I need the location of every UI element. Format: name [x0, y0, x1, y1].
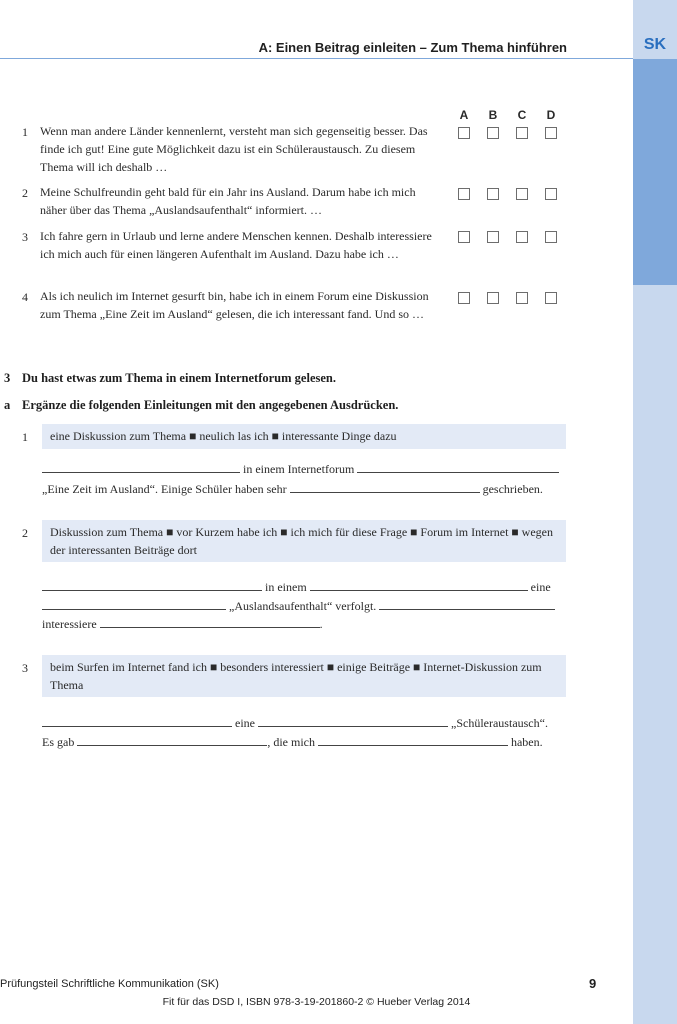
gap-line [42, 614, 323, 633]
blank-field[interactable] [42, 713, 232, 727]
gap-line [42, 732, 543, 751]
blank-field[interactable] [42, 596, 226, 610]
gap-text: geschrieben. [479, 482, 543, 496]
blank-field[interactable] [42, 577, 262, 591]
gap-text: . [319, 617, 323, 631]
statement-text: Als ich neulich im Internet gesurft bin, habe ich in einem Forum eine Diskussion zum Thema „Eine Zeit im Ausland“ gelesen, die ich interessant fand. Und so … [40, 289, 429, 321]
gap-line [42, 577, 551, 596]
section-tag: SK [643, 36, 667, 53]
gap-text: , die mich [267, 735, 318, 749]
checkbox-2-c[interactable] [516, 188, 528, 200]
footer-isbn: Fit für das DSD I, ISBN 978-3-19-201860-2 © Hueber Verlag 2014 [162, 996, 471, 1008]
exercise-number: 1 [22, 430, 28, 444]
checkbox-4-d[interactable] [545, 292, 557, 304]
task-heading: Du hast etwas zum Thema in einem Internetforum gelesen. [22, 371, 336, 385]
gap-line [42, 479, 543, 498]
checkbox-1-d[interactable] [545, 127, 557, 139]
statement-text: Ich fahre gern in Urlaub und lerne andere Menschen kennen. Deshalb interessiere ich mich auch für einen längeren Aufenthalt im Ausland. Dazu habe ich … [40, 229, 432, 261]
phrase-box: eine Diskussion zum Thema ■ neulich las ich ■ interessante Dinge dazu [42, 424, 566, 449]
blank-field[interactable] [379, 596, 555, 610]
gap-text: Es gab [42, 735, 78, 749]
header-rule [0, 58, 633, 59]
statement-number: 3 [22, 230, 28, 244]
phrase-box: Diskussion zum Thema ■ vor Kurzem habe ich ■ ich mich für diese Frage ■ Forum im Internet ■ wegen der interessanten Beiträge dort [42, 520, 566, 562]
blank-field[interactable] [318, 732, 508, 746]
gap-text: eine [232, 716, 258, 730]
subtask-letter: a [4, 398, 11, 412]
side-strip-highlight [633, 59, 677, 285]
statement-text: Meine Schulfreundin geht bald für ein Jahr ins Ausland. Darum habe ich mich näher über das Thema „Auslandsaufenthalt“ informiert. … [40, 185, 416, 217]
checkbox-4-a[interactable] [458, 292, 470, 304]
column-letter-d: D [546, 108, 556, 122]
gap-text: in einem [262, 580, 310, 594]
gap-line [42, 713, 548, 732]
column-letter-c: C [517, 108, 527, 122]
checkbox-3-d[interactable] [545, 231, 557, 243]
gap-line [42, 596, 555, 615]
gap-text: „Schüleraustausch“. [448, 716, 548, 730]
checkbox-3-b[interactable] [487, 231, 499, 243]
gap-text: „Eine Zeit im Ausland“. Einige Schüler haben sehr [42, 482, 290, 496]
column-letter-b: B [488, 108, 498, 122]
page-number: 9 [589, 976, 597, 991]
checkbox-3-a[interactable] [458, 231, 470, 243]
blank-field[interactable] [357, 459, 559, 473]
checkbox-1-c[interactable] [516, 127, 528, 139]
blank-field[interactable] [258, 713, 448, 727]
statement-number: 1 [22, 125, 28, 139]
phrase-box: beim Surfen im Internet fand ich ■ besonders interessiert ■ einige Beiträge ■ Internet-Diskussion zum Thema [42, 655, 566, 697]
column-letter-a: A [459, 108, 469, 122]
statement-number: 4 [22, 290, 28, 304]
checkbox-2-d[interactable] [545, 188, 557, 200]
blank-field[interactable] [77, 732, 267, 746]
checkbox-4-b[interactable] [487, 292, 499, 304]
gap-text: interessiere [42, 617, 100, 631]
blank-field[interactable] [310, 577, 528, 591]
gap-text: haben. [507, 735, 543, 749]
page-title: A: Einen Beitrag einleiten – Zum Thema hinführen [258, 40, 567, 55]
checkbox-3-c[interactable] [516, 231, 528, 243]
checkbox-2-b[interactable] [487, 188, 499, 200]
gap-line [42, 459, 559, 478]
gap-text: in einem Internetforum [240, 462, 358, 476]
blank-field[interactable] [42, 459, 240, 473]
statement-text: Wenn man andere Länder kennenlernt, versteht man sich gegenseitig besser. Das finde ich gut! Eine gute Möglichkeit dazu ist ein Schüleraustausch. Zu diesem Thema will ich deshalb … [40, 124, 428, 174]
blank-field[interactable] [290, 479, 480, 493]
gap-text: eine [527, 580, 551, 594]
checkbox-1-b[interactable] [487, 127, 499, 139]
statement-number: 2 [22, 186, 28, 200]
task-number: 3 [4, 371, 11, 385]
checkbox-2-a[interactable] [458, 188, 470, 200]
gap-text: „Auslandsaufenthalt“ verfolgt. [226, 599, 380, 613]
exercise-number: 3 [22, 661, 28, 675]
subtask-heading: Ergänze die folgenden Einleitungen mit den angegebenen Ausdrücken. [22, 398, 399, 412]
exercise-number: 2 [22, 526, 28, 540]
footer-section-label: Prüfungsteil Schriftliche Kommunikation (SK) [0, 978, 219, 990]
checkbox-4-c[interactable] [516, 292, 528, 304]
blank-field[interactable] [100, 614, 320, 628]
checkbox-1-a[interactable] [458, 127, 470, 139]
